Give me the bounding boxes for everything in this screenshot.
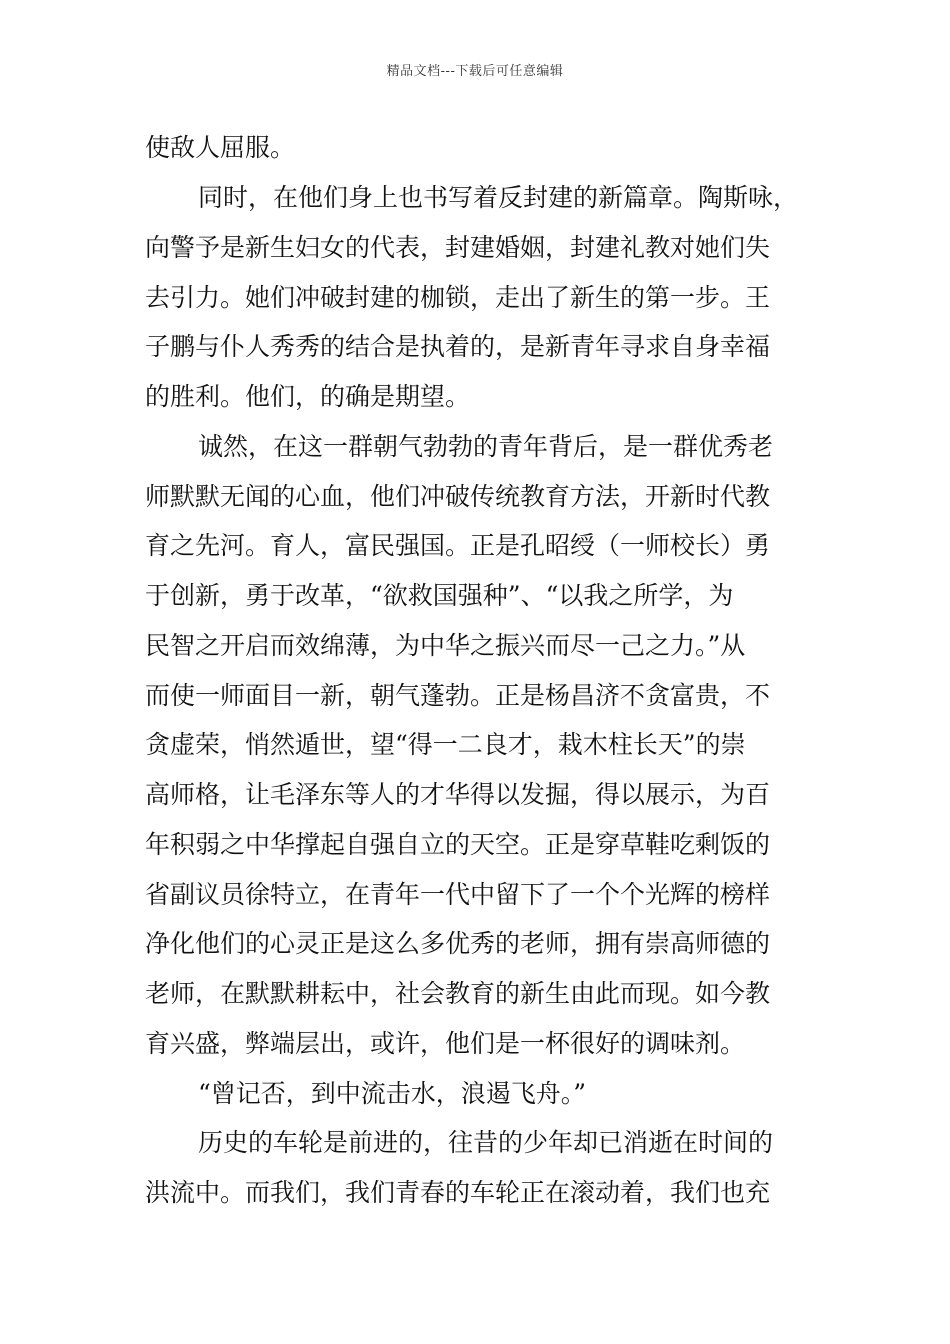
body-line: 师默默无闻的心血，他们冲破传统教育方法，开新时代教 <box>145 482 771 511</box>
page-header: 精品文档---下载后可任意编辑 <box>386 64 564 79</box>
body-line: 使敌人屈服。 <box>145 133 296 162</box>
body-line: 同时，在他们身上也书写着反封建的新篇章。陶斯咏， <box>198 183 799 212</box>
body-line: 省副议员徐特立，在青年一代中留下了一个个光辉的榜样 <box>145 880 771 909</box>
body-line: 而使一师面目一新，朝气蓬勃。正是杨昌济不贪富贵，不 <box>145 681 771 710</box>
body-line: 去引力。她们冲破封建的枷锁，走出了新生的第一步。王 <box>145 283 771 312</box>
body-line: 老师，在默默耕耘中，社会教育的新生由此而现。如今教 <box>145 979 771 1008</box>
body-line: 育兴盛，弊端层出，或许，他们是一杯很好的调味剂。 <box>145 1029 746 1058</box>
body-line: 子鹏与仆人秀秀的结合是执着的，是新青年寻求自身幸福 <box>145 332 771 361</box>
body-line: 诚然，在这一群朝气勃勃的青年背后，是一群优秀老 <box>198 432 774 461</box>
body-line: 向警予是新生妇女的代表，封建婚姻，封建礼教对她们失 <box>145 233 771 262</box>
body-line: 洪流中。而我们，我们青春的车轮正在滚动着，我们也充 <box>145 1178 771 1207</box>
body-line: “曾记否，到中流击水，浪遏飞舟。” <box>198 1079 587 1108</box>
body-line: 民智之开启而效绵薄，为中华之振兴而尽一己之力。”从 <box>145 631 746 660</box>
body-line: 年积弱之中华撑起自强自立的天空。正是穿草鞋吃剩饭的 <box>145 830 771 859</box>
body-line: 的胜利。他们，的确是期望。 <box>145 382 471 411</box>
body-line: 高师格，让毛泽东等人的才华得以发掘，得以展示，为百 <box>145 780 771 809</box>
body-line: 贪虚荣，悄然遁世，望“得一二良才，栽木柱长天”的崇 <box>145 730 746 759</box>
body-line: 于创新，勇于改革，“欲救国强种”、“以我之所学，为 <box>145 581 734 610</box>
body-line: 净化他们的心灵正是这么多优秀的老师，拥有崇高师德的 <box>145 929 771 958</box>
body-line: 育之先河。育人，富民强国。正是孔昭绶（一师校长）勇 <box>145 531 771 560</box>
body-line: 历史的车轮是前进的，往昔的少年却已消逝在时间的 <box>198 1128 774 1157</box>
